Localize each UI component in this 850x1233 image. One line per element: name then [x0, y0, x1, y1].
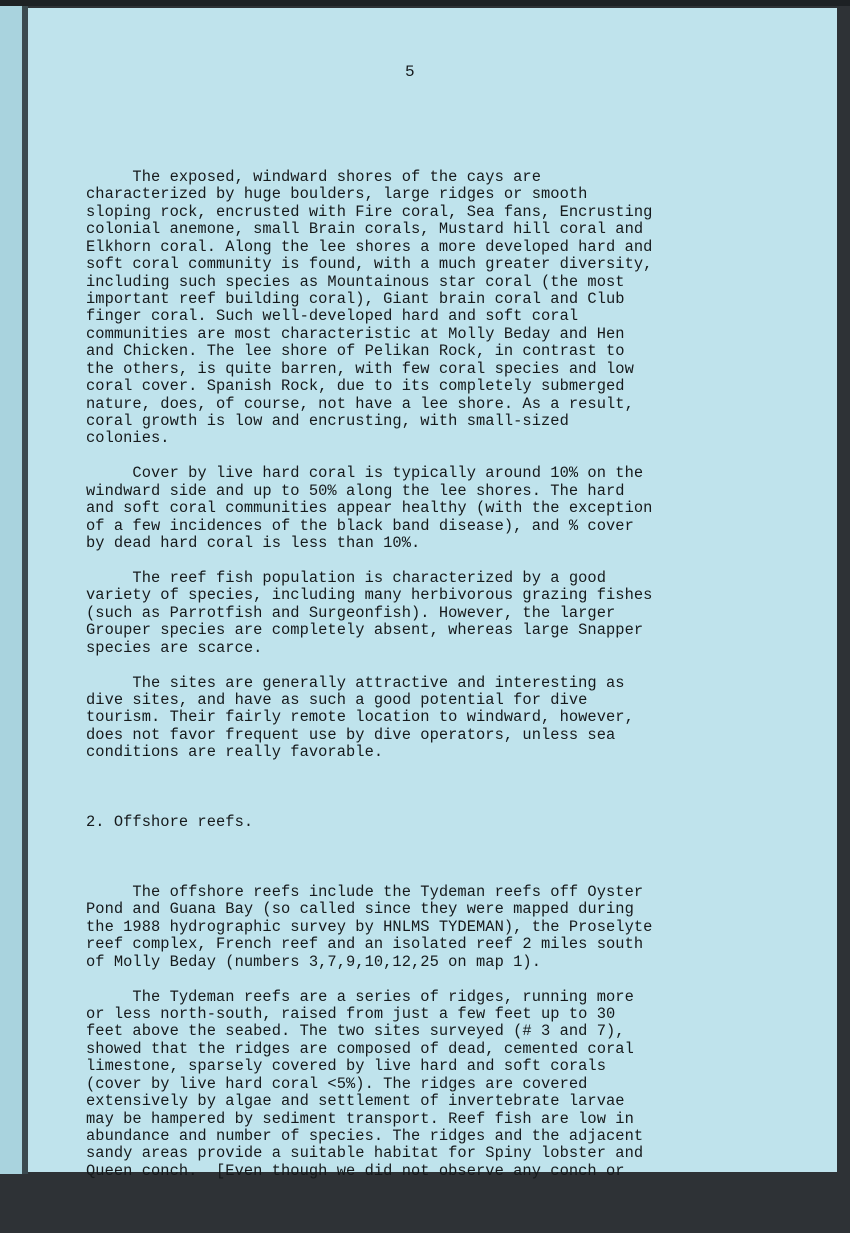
- text-line: variety of species, including many herbivorous grazing fishes: [86, 586, 653, 605]
- text-line: finger coral. Such well-developed hard and soft coral: [86, 307, 579, 326]
- text-line: colonial anemone, small Brain corals, Mustard hill coral and: [86, 220, 644, 239]
- text-line: including such species as Mountainous star coral (the most: [86, 272, 625, 291]
- paragraph: [86, 675, 776, 762]
- text-line: Queen conch. [Even though we did not observe any conch or: [86, 1161, 625, 1180]
- text-line: does not favor frequent use by dive operators, unless sea: [86, 725, 616, 744]
- text-line: characterized by huge boulders, large ridges or smooth: [86, 185, 588, 204]
- text-line: (cover by live hard coral <5%). The ridges are covered: [86, 1074, 588, 1093]
- text-line: coral growth is low and encrusting, with small-sized: [86, 412, 569, 431]
- text-line: communities are most characteristic at Molly Beday and Hen: [86, 324, 625, 343]
- section-heading: 2. Offshore reefs.: [86, 813, 254, 832]
- text-line: and soft coral communities appear healthy (with the exception: [86, 499, 653, 518]
- body-text: [86, 134, 776, 1233]
- text-line: by dead hard coral is less than 10%.: [86, 534, 421, 553]
- text-line: species are scarce.: [86, 638, 263, 657]
- text-line: nature, does, of course, not have a lee shore. As a result,: [86, 394, 634, 413]
- text-line: limestone, sparsely covered by live hard and soft corals: [86, 1057, 607, 1076]
- text-line: The reef fish population is characterized by a good: [86, 568, 607, 587]
- text-line: may be hampered by sediment transport. Reef fish are low in: [86, 1109, 634, 1128]
- text-line: colonies.: [86, 429, 170, 448]
- text-line: The sites are generally attractive and interesting as: [86, 673, 625, 692]
- text-line: important reef building coral), Giant brain coral and Club: [86, 289, 625, 308]
- text-line: extensively by algae and settlement of invertebrate larvae: [86, 1092, 625, 1111]
- section-offshore-reefs: [86, 884, 776, 1180]
- text-line: the 1988 hydrographic survey by HNLMS TYDEMAN), the Proselyte: [86, 917, 653, 936]
- text-line: of Molly Beday (numbers 3,7,9,10,12,25 on map 1).: [86, 952, 542, 971]
- text-line: (such as Parrotfish and Surgeonfish). However, the larger: [86, 603, 616, 622]
- text-line: The offshore reefs include the Tydeman reefs off Oyster: [86, 882, 644, 901]
- document-page: [28, 8, 837, 1180]
- text-line: Cover by live hard coral is typically around 10% on the: [86, 464, 644, 483]
- paragraph: [86, 989, 776, 1181]
- text-line: sloping rock, encrusted with Fire coral, Sea fans, Encrusting: [86, 202, 653, 221]
- text-line: or less north-south, raised from just a few feet up to 30: [86, 1004, 616, 1023]
- text-line: sandy areas provide a suitable habitat for Spiny lobster and: [86, 1144, 644, 1163]
- text-line: conditions are really favorable.: [86, 743, 384, 762]
- text-line: The Tydeman reefs are a series of ridges, running more: [86, 987, 634, 1006]
- text-line: dive sites, and have as such a good potential for dive: [86, 691, 588, 710]
- text-line: coral cover. Spanish Rock, due to its completely submerged: [86, 377, 625, 396]
- text-line: of a few incidences of the black band disease), and % cover: [86, 516, 634, 535]
- text-line: Grouper species are completely absent, whereas large Snapper: [86, 621, 644, 640]
- text-line: Elkhorn coral. Along the lee shores a more developed hard and: [86, 237, 653, 256]
- paragraph: [86, 570, 776, 657]
- text-line: the others, is quite barren, with few coral species and low: [86, 359, 634, 378]
- paragraph: [86, 884, 776, 971]
- text-line: abundance and number of species. The ridges and the adjacent: [86, 1127, 644, 1146]
- text-line: The exposed, windward shores of the cays are: [86, 167, 542, 186]
- text-line: soft coral community is found, with a much greater diversity,: [86, 255, 653, 274]
- page-number: 5: [405, 63, 415, 81]
- scan-border: [0, 0, 850, 6]
- text-line: feet above the seabed. The two sites surveyed (# 3 and 7),: [86, 1022, 625, 1041]
- text-line: Pond and Guana Bay (so called since they were mapped during: [86, 900, 634, 919]
- paragraph: [86, 465, 776, 552]
- paragraph: [86, 169, 776, 448]
- text-line: reef complex, French reef and an isolated reef 2 miles south: [86, 935, 644, 954]
- adjacent-page-edge: [0, 6, 24, 1174]
- text-line: windward side and up to 50% along the lee shores. The hard: [86, 481, 625, 500]
- text-line: showed that the ridges are composed of dead, cemented coral: [86, 1039, 634, 1058]
- section-cays: [86, 169, 776, 762]
- text-line: and Chicken. The lee shore of Pelikan Rock, in contrast to: [86, 342, 625, 361]
- text-line: tourism. Their fairly remote location to windward, however,: [86, 708, 634, 727]
